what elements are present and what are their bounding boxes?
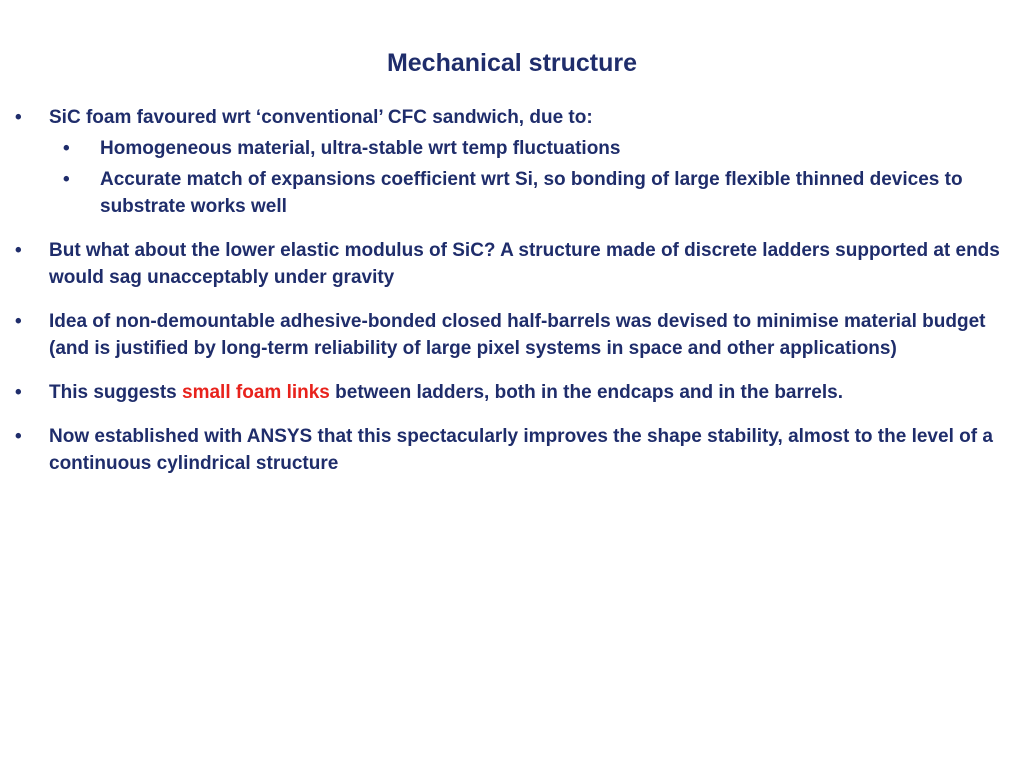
sub-bullet-item xyxy=(0,166,1024,220)
bullet-text: SiC foam favoured wrt ‘conventional’ CFC sandwich, due to: xyxy=(49,107,593,128)
bullet-item xyxy=(0,379,1024,406)
bullet-marker: • xyxy=(15,107,22,128)
bullet-text: Idea of non-demountable adhesive-bonded closed half-barrels was devised to minimise material budget (and is justified by long-term reliability of large pixel systems in space and other applications) xyxy=(49,311,986,359)
sub-bullet-text: Homogeneous material, ultra-stable wrt temp fluctuations xyxy=(100,138,621,159)
bullet-item xyxy=(0,104,1024,131)
bullet-list xyxy=(0,104,1024,477)
bullet-text-after: between ladders, both in the endcaps and in the barrels. xyxy=(329,382,843,403)
bullet-item xyxy=(0,237,1024,291)
bullet-marker: • xyxy=(63,169,70,190)
bullet-marker: • xyxy=(15,311,22,332)
highlight-text: small foam links xyxy=(182,382,330,403)
bullet-item xyxy=(0,308,1024,362)
bullet-text: Now established with ANSYS that this spectacularly improves the shape stability, almost to the level of a continuous cylindrical structure xyxy=(49,426,993,474)
bullet-marker: • xyxy=(15,382,22,403)
bullet-marker: • xyxy=(63,138,70,159)
sub-bullet-item xyxy=(0,135,1024,162)
bullet-text: But what about the lower elastic modulus of SiC? A structure made of discrete ladders supported at ends would sag unacceptably under gravity xyxy=(49,240,1000,288)
sub-bullet-text: Accurate match of expansions coefficient wrt Si, so bonding of large flexible thinned devices to substrate works well xyxy=(100,169,963,217)
slide-title: Mechanical structure xyxy=(386,49,638,77)
bullet-marker: • xyxy=(15,240,22,261)
bullet-text-before: This suggests xyxy=(49,382,183,403)
bullet-item xyxy=(0,423,1024,477)
bullet-marker: • xyxy=(15,426,22,447)
